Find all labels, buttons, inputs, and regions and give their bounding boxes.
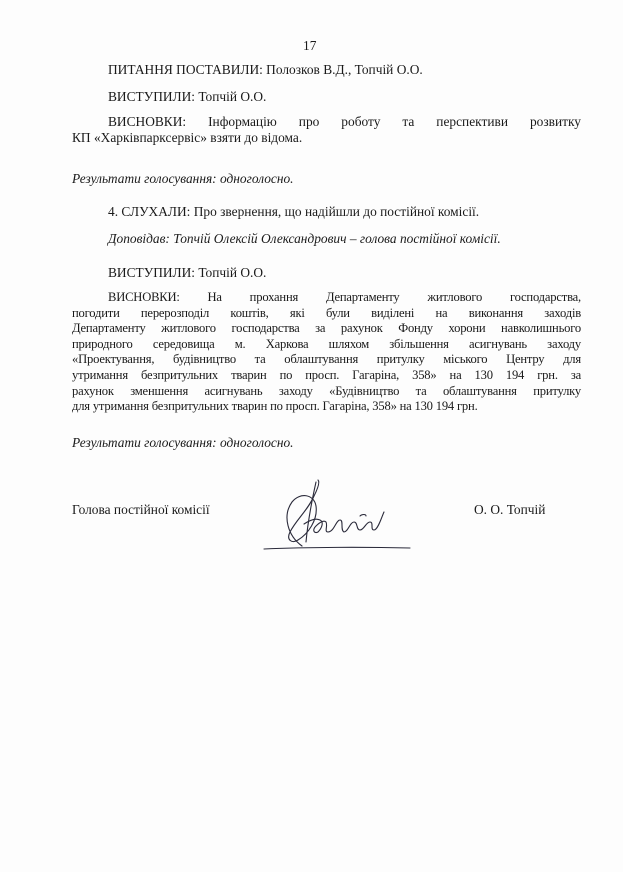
handwritten-signature (258, 476, 418, 556)
conclusion-1 (72, 114, 581, 130)
speaker-line: Доповідав: Топчій Олексій Олександрович – голова постійної комісії. (108, 231, 501, 246)
conclusion-1-line: ВИСНОВКИ: Інформацію про роботу та перспективи розвитку (108, 114, 581, 129)
signature-position: Голова постійної комісії (72, 502, 210, 517)
spoke-line-2: ВИСТУПИЛИ: Топчій О.О. (108, 265, 267, 280)
conclusion-2-line: утримання безпритульних тварин по просп. Гагаріна, 358» на 130 194 грн. за (72, 367, 581, 382)
conclusion-2-line: для утримання безпритульних тварин по просп. Гагаріна, 358» на 130 194 грн. (72, 399, 478, 414)
conclusion-2-line: погодити перерозподіл коштів, які були виділені на виконання заходів (72, 305, 581, 320)
conclusion-1-line-2: КП «Харківпарксервіс» взяти до відома. (72, 130, 303, 145)
signature-name: О. О. Топчій (474, 502, 546, 517)
conclusion-2-line: «Проектування, будівництво та облаштування притулку міського Центру для (72, 352, 581, 367)
conclusion-2-line: природного середовища м. Харкова шляхом збільшення асигнувань заходу (72, 336, 581, 351)
conclusion-2-line: рахунок зменшення асигнувань заходу «Будівництво та облаштування притулку (72, 383, 581, 398)
spoke-line-1: ВИСТУПИЛИ: Топчій О.О. (108, 89, 267, 104)
heard-line: 4. СЛУХАЛИ: Про звернення, що надійшли до постійної комісії. (108, 204, 480, 219)
vote-result-2: Результати голосування: одноголосно. (72, 435, 294, 450)
conclusion-2-line: Департаменту житлового господарства за рахунок Фонду хорони навколишнього (72, 321, 581, 336)
conclusion-2-line: ВИСНОВКИ: На прохання Департаменту житлового господарства, (108, 290, 581, 304)
page-number: 17 (303, 38, 317, 53)
raised-by-line: ПИТАННЯ ПОСТАВИЛИ: Полозков В.Д., Топчій О.О. (108, 62, 423, 77)
vote-result-1: Результати голосування: одноголосно. (72, 171, 294, 186)
conclusion-2 (72, 290, 581, 415)
